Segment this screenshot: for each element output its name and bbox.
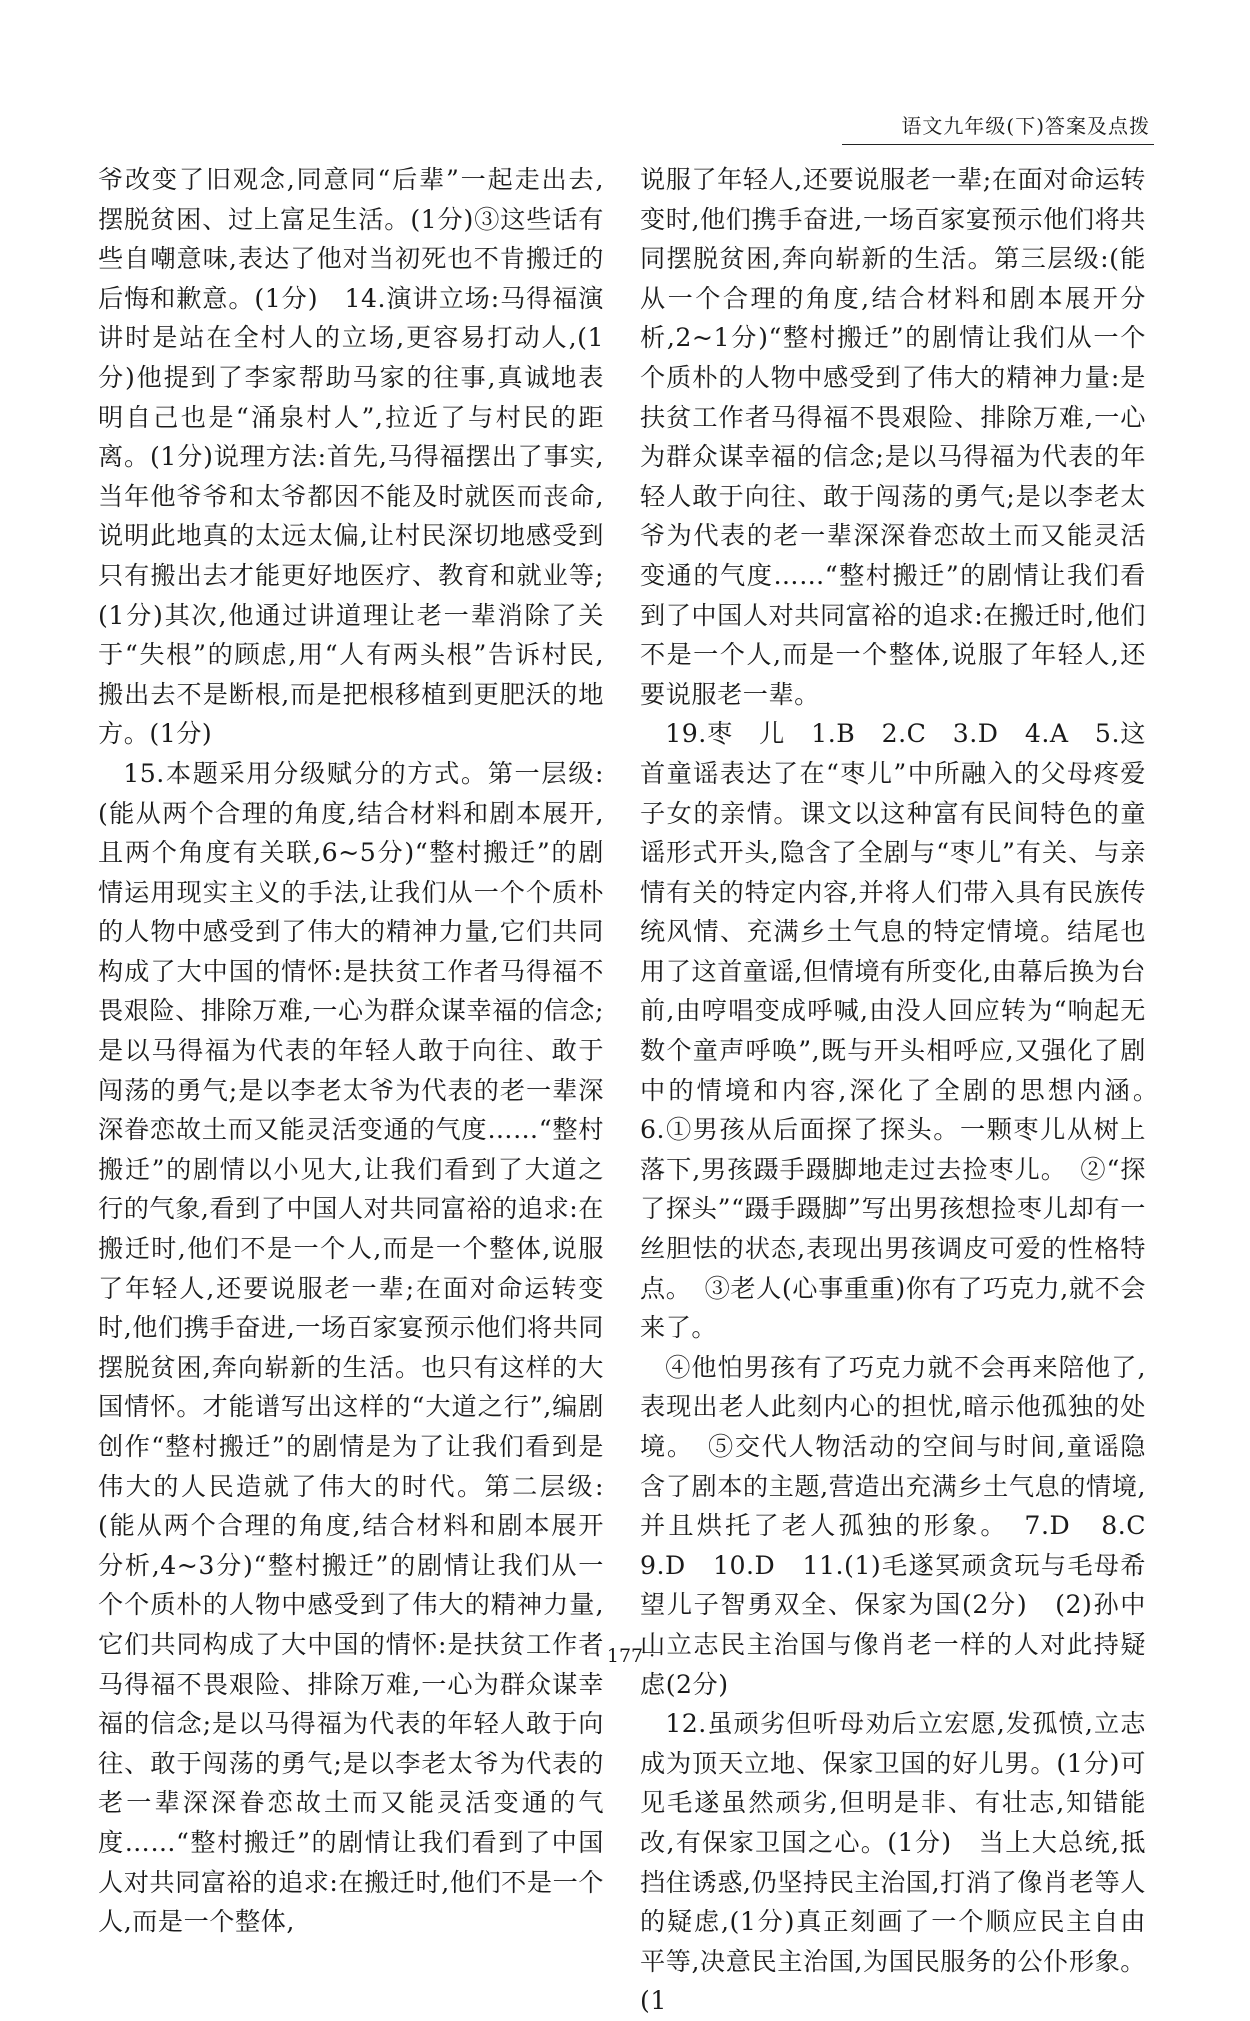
- running-header: 语文九年级(下)答案及点拨: [901, 114, 1150, 138]
- paragraph-right-2: 19.枣 儿 1.B 2.C 3.D 4.A 5.这首童谣表达了在“枣儿”中所融入的父母疼爱子女的亲情。课文以这种富有民间特色的童谣形式开头,隐含了全剧与“枣儿”有关、与亲情有关的特定内容,并将人们带入具有民族传统风情、充满乡土气息的特定情境。结尾也用了这首童谣,但情境有所变化,由幕后换为台前,由哼唱变成呼喊,由没人回应转为“响起无数个童声呼唤”,既与开头相呼应,又强化了剧中的情境和内容,深化了全剧的思想内涵。 6.①男孩从后面探了探头。一颗枣儿从树上落下,男孩蹑手蹑脚地走过去捡枣儿。 ②“探了探头”“蹑手蹑脚”写出男孩想捡枣儿却有一丝胆怯的状态,表现出男孩调皮可爱的性格特点。 ③老人(心事重重)你有了巧克力,就不会来了。: [640, 719, 1172, 1343]
- right-column: [640, 160, 1172, 2021]
- left-column: [98, 160, 604, 1942]
- header-rule: [842, 144, 1154, 145]
- paragraph-right-1: 说服了年轻人,还要说服老一辈;在面对命运转变时,他们携手奋进,一场百家宴预示他们将共同摆脱贫困,奔向崭新的生活。第三层级:(能从一个合理的角度,结合材料和剧本展开分析,2~1分)“整村搬迁”的剧情让我们从一个个质朴的人物中感受到了伟大的精神力量:是扶贫工作者马得福不畏艰险、排除万难,一心为群众谋幸福的信念;是以马得福为代表的年轻人敢于向往、敢于闯荡的勇气;是以李老太爷为代表的老一辈深深眷恋故土而又能灵活变通的气度……“整村搬迁”的剧情让我们看到了中国人对共同富裕的追求:在搬迁时,他们不是一个人,而是一个整体,说服了年轻人,还要说服老一辈。: [640, 165, 1146, 709]
- paragraph-left-2: 15.本题采用分级赋分的方式。第一层级:(能从两个合理的角度,结合材料和剧本展开,且两个角度有关联,6~5分)“整村搬迁”的剧情运用现实主义的手法,让我们从一个个质朴的人物中感受到了伟大的精神力量,它们共同构成了大中国的情怀:是扶贫工作者马得福不畏艰险、排除万难,一心为群众谋幸福的信念;是以马得福为代表的年轻人敢于向往、敢于闯荡的勇气;是以李老太爷为代表的老一辈深深眷恋故土而又能灵活变通的气度……“整村搬迁”的剧情以小见大,让我们看到了大道之行的气象,看到了中国人对共同富裕的追求:在搬迁时,他们不是一个人,而是一个整体,说服了年轻人,还要说服老一辈;在面对命运转变时,他们携手奋进,一场百家宴预示他们将共同摆脱贫困,奔向崭新的生活。也只有这样的大国情怀。才能谱写出这样的“大道之行”,编剧创作“整村搬迁”的剧情是为了让我们看到是伟大的人民造就了伟大的时代。第二层级:(能从两个合理的角度,结合材料和剧本展开分析,4~3分)“整村搬迁”的剧情让我们从一个个质朴的人物中感受到了伟大的精神力量,它们共同构成了大中国的情怀:是扶贫工作者马得福不畏艰险、排除万难,一心为群众谋幸福的信念;是以马得福为代表的年轻人敢于向往、敢于闯荡的勇气;是以李老太爷为代表的老一辈深深眷恋故土而又能灵活变通的气度……“整村搬迁”的剧情让我们看到了中国人对共同富裕的追求:在搬迁时,他们不是一个人,而是一个整体,: [98, 758, 604, 1937]
- page-number: · 177 ·: [594, 1645, 656, 1667]
- paragraph-right-3: ④他怕男孩有了巧克力就不会再来陪他了,表现出老人此刻内心的担忧,暗示他孤独的处境。 ⑤交代人物活动的空间与时间,童谣隐含了剧本的主题,营造出充满乡土气息的情境,并且烘托了老人孤独的形象。 7.D 8.C 9.D 10.D 11.(1)毛遂冥顽贪玩与毛母希望儿子智勇双全、保家为国(2分) (2)孙中山立志民主治国与像肖老一样的人对此持疑虑(2分): [640, 1352, 1172, 1699]
- paragraph-left-1: 爷改变了旧观念,同意同“后辈”一起走出去,摆脱贫困、过上富足生活。(1分)③这些话有些自嘲意味,表达了他对当初死也不肯搬迁的后悔和歉意。(1分) 14.演讲立场:马得福演讲时是站在全村人的立场,更容易打动人,(1分)他提到了李家帮助马家的往事,真诚地表明自己也是“涌泉村人”,拉近了与村民的距离。(1分)说理方法:首先,马得福摆出了事实,当年他爷爷和太爷都因不能及时就医而丧命,说明此地真的太远太偏,让村民深切地感受到只有搬出去才能更好地医疗、教育和就业等;(1分)其次,他通过讲道理让老一辈消除了关于“失根”的顾虑,用“人有两头根”告诉村民,搬出去不是断根,而是把根移植到更肥沃的地方。(1分): [98, 165, 604, 749]
- paragraph-right-4: 12.虽顽劣但听母劝后立宏愿,发孤愤,立志成为顶天立地、保家卫国的好儿男。(1分)可见毛遂虽然顽劣,但明是非、有壮志,知错能改,有保家卫国之心。(1分) 当上大总统,抵挡住诱惑,仍坚持民主治国,打消了像肖老等人的疑虑,(1分)真正刻画了一个顺应民主自由平等,决意民主治国,为国民服务的公仆形象。(1: [640, 1709, 1146, 2016]
